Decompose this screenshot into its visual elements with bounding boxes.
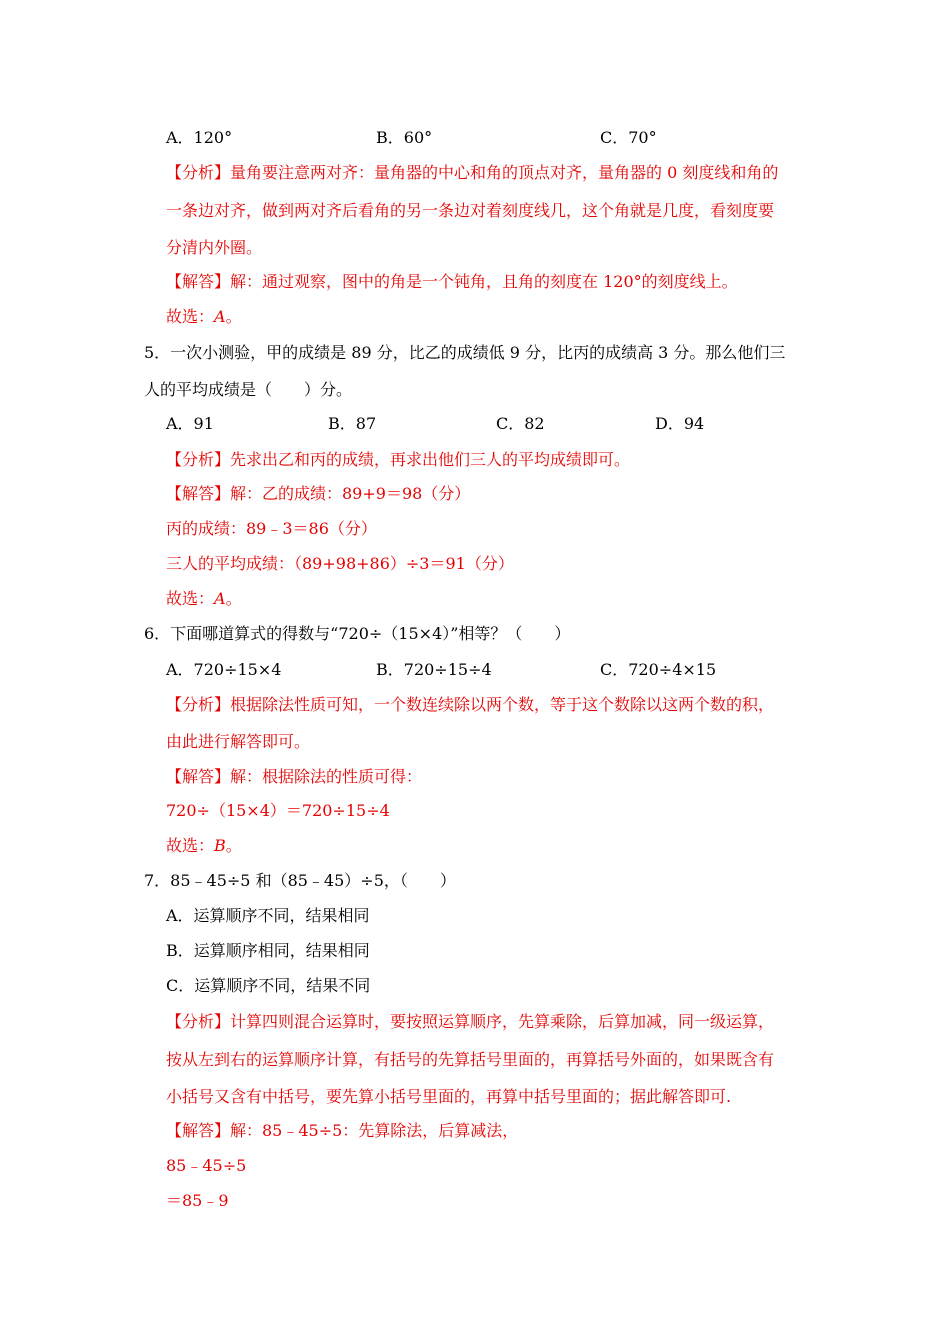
q5-stem-line-2: 人的平均成绩是（ ）分。 — [144, 380, 353, 399]
choose-letter: A — [214, 307, 226, 326]
q7-analysis-line-2: 按从左到右的运算顺序计算，有括号的先算括号里面的，再算括号外面的，如果既含有 — [166, 1050, 775, 1069]
q5-option-b: B．87 — [328, 414, 377, 433]
q6-stem: 6．下面哪道算式的得数与“720÷（15×4）”相等？（ ） — [144, 624, 571, 643]
choose-suffix: 。 — [225, 589, 242, 608]
choose-prefix: 故选： — [166, 307, 215, 326]
q4-analysis-line-3: 分清内外圈。 — [166, 238, 263, 257]
choose-suffix: 。 — [225, 836, 242, 855]
q7-answer-line-3: ＝85﹣9 — [166, 1191, 229, 1210]
choose-letter: A — [214, 589, 226, 608]
q7-option-a: A．运算顺序不同，结果相同 — [166, 906, 370, 925]
choose-prefix: 故选： — [166, 589, 215, 608]
q4-analysis-line-1: 【分析】量角要注意两对齐：量角器的中心和角的顶点对齐，量角器的 0 刻度线和角的 — [166, 163, 779, 182]
q5-option-c: C．82 — [496, 414, 545, 433]
q5-answer-line-3: 三人的平均成绩：（89+98+86）÷3＝91（分） — [166, 554, 514, 573]
q5-answer-line-1: 【解答】解：乙的成绩：89+9＝98（分） — [166, 484, 471, 503]
q5-option-a: A．91 — [166, 414, 214, 433]
q7-answer-line-1: 【解答】解：85﹣45÷5：先算除法，后算减法， — [166, 1121, 519, 1140]
q6-option-a: A．720÷15×4 — [166, 660, 282, 679]
q5-analysis: 【分析】先求出乙和丙的成绩，再求出他们三人的平均成绩即可。 — [166, 450, 631, 469]
q4-choose — [166, 307, 242, 327]
q6-option-c: C．720÷4×15 — [600, 660, 717, 679]
q6-answer-line-2: 720÷（15×4）＝720÷15÷4 — [166, 801, 390, 820]
choose-prefix: 故选： — [166, 836, 215, 855]
q4-option-b: B．60° — [376, 128, 433, 147]
q4-option-a: A．120° — [166, 128, 233, 147]
q5-answer-line-2: 丙的成绩：89﹣3＝86（分） — [166, 519, 377, 538]
choose-letter: B — [214, 836, 226, 855]
q5-stem-line-1: 5．一次小测验，甲的成绩是 89 分，比乙的成绩低 9 分，比丙的成绩高 3 分。那么他们三 — [144, 343, 786, 362]
q6-analysis-line-2: 由此进行解答即可。 — [166, 732, 311, 751]
choose-suffix: 。 — [225, 307, 242, 326]
q7-option-c: C．运算顺序不同，结果不同 — [166, 976, 371, 995]
q6-answer-line-1: 【解答】解：根据除法的性质可得： — [166, 767, 423, 786]
q5-option-d: D．94 — [655, 414, 705, 433]
q4-analysis-line-2: 一条边对齐，做到两对齐后看角的另一条边对着刻度线几，这个角就是几度，看刻度要 — [166, 201, 775, 220]
q4-answer: 【解答】解：通过观察，图中的角是一个钝角，且角的刻度在 120°的刻度线上。 — [166, 272, 738, 291]
q7-answer-line-2: 85﹣45÷5 — [166, 1156, 247, 1175]
q5-choose — [166, 589, 242, 609]
q6-option-b: B．720÷15÷4 — [376, 660, 492, 679]
q7-option-b: B．运算顺序相同，结果相同 — [166, 941, 370, 960]
q6-choose — [166, 836, 242, 856]
q4-option-c: C．70° — [600, 128, 657, 147]
q6-analysis-line-1: 【分析】根据除法性质可知，一个数连续除以两个数，等于这个数除以这两个数的积， — [166, 695, 775, 714]
q7-analysis-line-1: 【分析】计算四则混合运算时，要按照运算顺序，先算乘除，后算加减，同一级运算， — [166, 1012, 775, 1031]
q7-analysis-line-3: 小括号又含有中括号，要先算小括号里面的，再算中括号里面的；据此解答即可. — [166, 1087, 732, 1106]
q7-stem: 7．85﹣45÷5 和（85﹣45）÷5，（ ） — [144, 871, 456, 890]
